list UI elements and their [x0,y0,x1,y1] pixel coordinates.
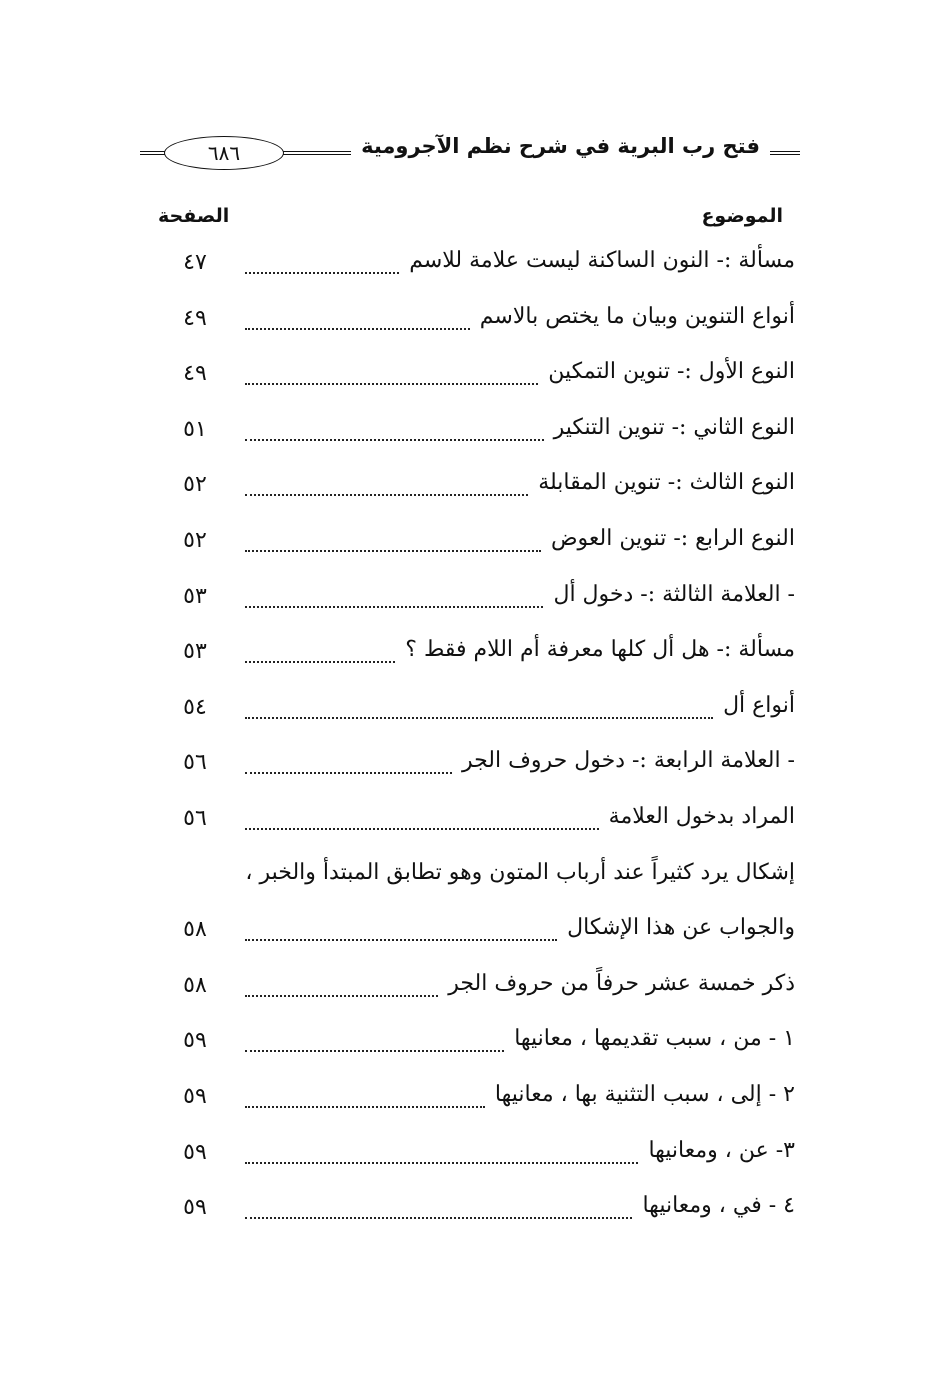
toc-entry [150,351,795,407]
toc-leader-dots [245,369,538,385]
table-of-contents [150,240,795,1241]
toc-leader-dots [245,925,557,941]
toc-entry-topic: ٤ - في ، ومعانيها [642,1193,795,1219]
toc-entry [150,407,795,463]
toc-entry-page: ٥٦ [183,750,207,776]
toc-leader-dots [245,1092,485,1108]
toc-entry-page: ٥٢ [183,472,207,498]
toc-leader-dots [245,258,399,274]
toc-entry [150,574,795,630]
toc-entry-page: ٥٣ [183,583,207,609]
toc-entry [150,1018,795,1074]
toc-entry-topic: المراد بدخول العلامة [608,803,795,829]
page-header [140,132,800,176]
toc-entry [150,852,795,908]
toc-entry-page: ٥٦ [183,805,207,831]
toc-entry [150,1130,795,1186]
toc-entry-page: ٤٩ [183,305,207,331]
toc-entry [150,907,795,963]
toc-leader-dots [245,1148,638,1164]
toc-entry-topic: النوع الثالث :- تنوين المقابلة [538,470,795,496]
toc-leader-dots [245,314,470,330]
toc-leader-dots [245,480,528,496]
toc-entry-page: ٥٨ [183,972,207,998]
toc-leader-dots [245,758,452,774]
toc-entry-topic: ٢ - إلى ، سبب التثنية بها ، معانيها [494,1081,795,1107]
toc-entry-page: ٥٤ [183,694,207,720]
toc-entry-topic: - العلامة الثالثة :- دخول أل [553,581,795,607]
book-title: فتح رب البرية في شرح نظم الآجرومية [351,134,770,158]
toc-entry-page: ٥٩ [183,1139,207,1165]
toc-entry-topic: ٣- عن ، ومعانيها [648,1137,795,1163]
toc-entry [150,240,795,296]
toc-entry [150,796,795,852]
toc-entry-topic: النوع الرابع :- تنوين العوض [550,525,795,551]
toc-entry-page: ٥٨ [183,917,207,943]
toc-leader-dots [245,1036,504,1052]
topic-column-heading: الموضوع [701,205,783,227]
toc-entry-page: ٥٩ [183,1195,207,1221]
toc-leader-dots [245,425,544,441]
toc-entry-page: ٥٩ [183,1083,207,1109]
toc-entry-page: ٥٣ [183,639,207,665]
toc-entry-topic: مسألة :- النون الساكنة ليست علامة للاسم [409,248,795,273]
toc-entry [150,963,795,1019]
toc-entry-topic: - العلامة الرابعة :- دخول حروف الجر [461,748,795,774]
toc-entry-topic: مسألة :- هل أل كلها معرفة أم اللام فقط ؟ [405,637,795,663]
toc-leader-dots [245,592,543,608]
toc-leader-dots [245,981,438,997]
page-number: ٦٨٦ [164,136,284,170]
toc-leader-dots [245,703,713,719]
toc-entry-page: ٤٧ [183,250,207,275]
toc-entry-topic: أنواع أل [723,692,795,718]
toc-entry-topic: والجواب عن هذا الإشكال [567,915,795,941]
toc-entry-topic: ذكر خمسة عشر حرفاً من حروف الجر [448,970,795,996]
toc-entry [150,296,795,352]
toc-leader-dots [245,536,541,552]
toc-entry-page: ٥١ [183,416,207,442]
toc-entry-page: ٥٢ [183,527,207,553]
toc-leader-dots [245,814,599,830]
toc-entry-page: ٥٩ [183,1028,207,1054]
toc-leader-dots [245,1203,632,1219]
toc-entry [150,740,795,796]
toc-entry [150,518,795,574]
toc-entry-topic: ١ - من ، سبب تقديمها ، معانيها [514,1026,795,1052]
toc-entry-topic: النوع الأول :- تنوين التمكين [548,359,795,385]
toc-entry [150,1074,795,1130]
toc-entry-page: ٤٩ [183,361,207,387]
toc-entry [150,685,795,741]
toc-entry [150,629,795,685]
toc-entry [150,1185,795,1241]
page-column-heading: الصفحة [158,205,230,227]
toc-entry [150,462,795,518]
toc-entry-topic: النوع الثاني :- تنوين التنكير [553,414,795,440]
toc-leader-dots [245,647,395,663]
toc-entry-topic: أنواع التنوين وبيان ما يختص بالاسم [479,303,795,329]
toc-entry-topic: إشكال يرد كثيراً عند أرباب المتون وهو تطابق المبتدأ والخبر ، [245,859,795,885]
